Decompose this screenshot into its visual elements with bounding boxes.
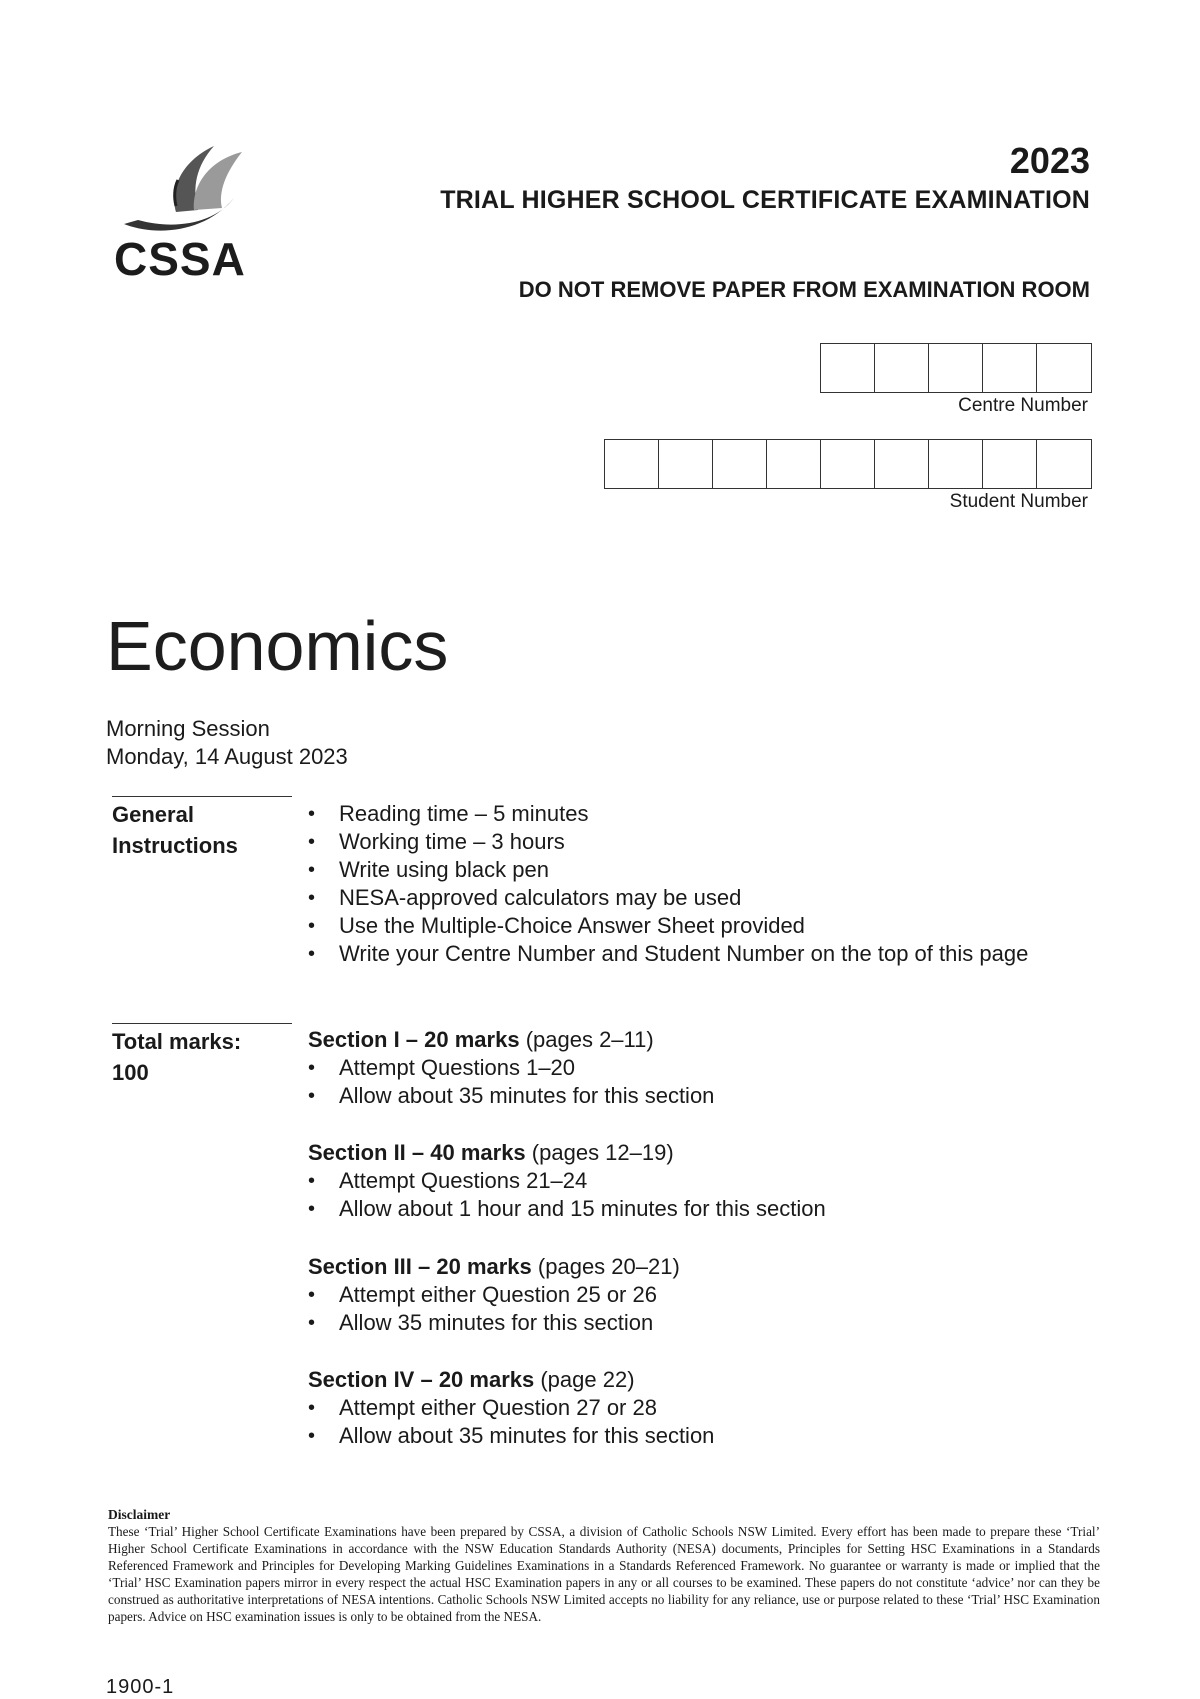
- digit-box[interactable]: [983, 344, 1037, 392]
- section-heading: [308, 1139, 1068, 1167]
- general-instructions-list: [308, 800, 1068, 968]
- section-pages: (page 22): [540, 1367, 635, 1392]
- total-marks-text: Total marks:: [112, 1029, 242, 1054]
- section-1: [308, 1026, 1068, 1110]
- list-item: • Allow about 35 minutes for this section: [308, 1422, 1068, 1450]
- total-marks-label: [112, 1023, 292, 1088]
- session-info: [106, 715, 348, 771]
- general-instructions-label-line2: Instructions: [112, 833, 238, 858]
- disclaimer-heading: Disclaimer: [108, 1507, 171, 1522]
- section-heading: [308, 1253, 1068, 1281]
- list-item: • Working time – 3 hours: [308, 828, 1068, 856]
- section-heading: [308, 1026, 1068, 1054]
- digit-box[interactable]: [605, 440, 659, 488]
- section-heading: [308, 1366, 1068, 1394]
- cssa-leaf-icon: [118, 140, 248, 240]
- digit-box[interactable]: [767, 440, 821, 488]
- list-item: • Attempt Questions 21–24: [308, 1167, 1068, 1195]
- session-date: Monday, 14 August 2023: [106, 744, 348, 769]
- general-instructions-label: [112, 796, 292, 861]
- paper-code: 1900-1: [106, 1676, 175, 1698]
- centre-number-label: Centre Number: [958, 395, 1088, 416]
- list-item: • Use the Multiple-Choice Answer Sheet provided: [308, 912, 1068, 940]
- logo-text: CSSA: [114, 233, 246, 285]
- list-item: • Attempt either Question 25 or 26: [308, 1281, 1068, 1309]
- list-item: • Allow about 1 hour and 15 minutes for this section: [308, 1195, 1068, 1223]
- list-item: • Allow 35 minutes for this section: [308, 1309, 1068, 1337]
- digit-box[interactable]: [1037, 344, 1091, 392]
- list-item: • Attempt Questions 1–20: [308, 1054, 1068, 1082]
- session-name: Morning Session: [106, 716, 270, 741]
- list-item: • Write your Centre Number and Student Number on the top of this page: [308, 940, 1068, 968]
- section-items: [308, 1054, 1068, 1110]
- section-items: [308, 1281, 1068, 1337]
- digit-box[interactable]: [875, 344, 929, 392]
- section-title: Section III – 20 marks: [308, 1254, 532, 1279]
- section-3: [308, 1253, 1068, 1337]
- digit-box[interactable]: [875, 440, 929, 488]
- digit-box[interactable]: [929, 440, 983, 488]
- disclaimer: [108, 1506, 1100, 1625]
- section-2: [308, 1139, 1068, 1223]
- section-title: Section IV – 20 marks: [308, 1367, 535, 1392]
- exam-notice: DO NOT REMOVE PAPER FROM EXAMINATION ROOM: [518, 277, 1090, 302]
- digit-box[interactable]: [821, 440, 875, 488]
- section-items: [308, 1394, 1068, 1450]
- section-title: Section I – 20 marks: [308, 1027, 520, 1052]
- subject-title: Economics: [106, 607, 449, 685]
- digit-box[interactable]: [929, 344, 983, 392]
- section-title: Section II – 40 marks: [308, 1140, 526, 1165]
- section-pages: (pages 20–21): [537, 1254, 680, 1279]
- digit-box[interactable]: [983, 440, 1037, 488]
- list-item: • Reading time – 5 minutes: [308, 800, 1068, 828]
- list-item: • NESA-approved calculators may be used: [308, 884, 1068, 912]
- section-pages: (pages 2–11): [525, 1027, 654, 1052]
- cssa-logo: [108, 140, 258, 290]
- digit-box[interactable]: [1037, 440, 1091, 488]
- exam-title: TRIAL HIGHER SCHOOL CERTIFICATE EXAMINATION: [440, 186, 1090, 214]
- list-item: • Attempt either Question 27 or 28: [308, 1394, 1068, 1422]
- section-4: [308, 1366, 1068, 1450]
- list-item: • Write using black pen: [308, 856, 1068, 884]
- exam-year: 2023: [1009, 140, 1090, 181]
- total-marks-value: 100: [112, 1060, 149, 1085]
- digit-box[interactable]: [713, 440, 767, 488]
- centre-number-boxes[interactable]: [820, 343, 1092, 393]
- section-items: [308, 1167, 1068, 1223]
- disclaimer-text: These ‘Trial’ Higher School Certificate Examinations have been prepared by CSSA, a division of Catholic Schools NSW Limited. Every effort has been made to prepare these ‘Trial’ Higher School Certificate Examinations in accordance with the NSW Education Standards Authority (NESA) documents, Principles for Setting HSC Examinations in a Standards Referenced Framework and Principles for Developing Marking Guidelines Examinations in a Standards Referenced Framework. No guarantee or warranty is made or implied that the ‘Trial’ HSC Examination papers mirror in every respect the actual HSC Examination papers in any or all courses to be examined. These papers do not constitute ‘advice’ nor can they be construed as authoritative interpretations of NESA intentions. Catholic Schools NSW Limited accepts no liability for any reliance, use or purpose related to these ‘Trial’ HSC Examination papers. Advice on HSC examination issues is only to be obtained from the NESA.: [108, 1524, 1100, 1624]
- student-number-label: Student Number: [949, 491, 1088, 512]
- list-item: • Allow about 35 minutes for this section: [308, 1082, 1068, 1110]
- digit-box[interactable]: [659, 440, 713, 488]
- section-pages: (pages 12–19): [531, 1140, 674, 1165]
- student-number-boxes[interactable]: [604, 439, 1092, 489]
- digit-box[interactable]: [821, 344, 875, 392]
- general-instructions-label-line1: General: [112, 802, 194, 827]
